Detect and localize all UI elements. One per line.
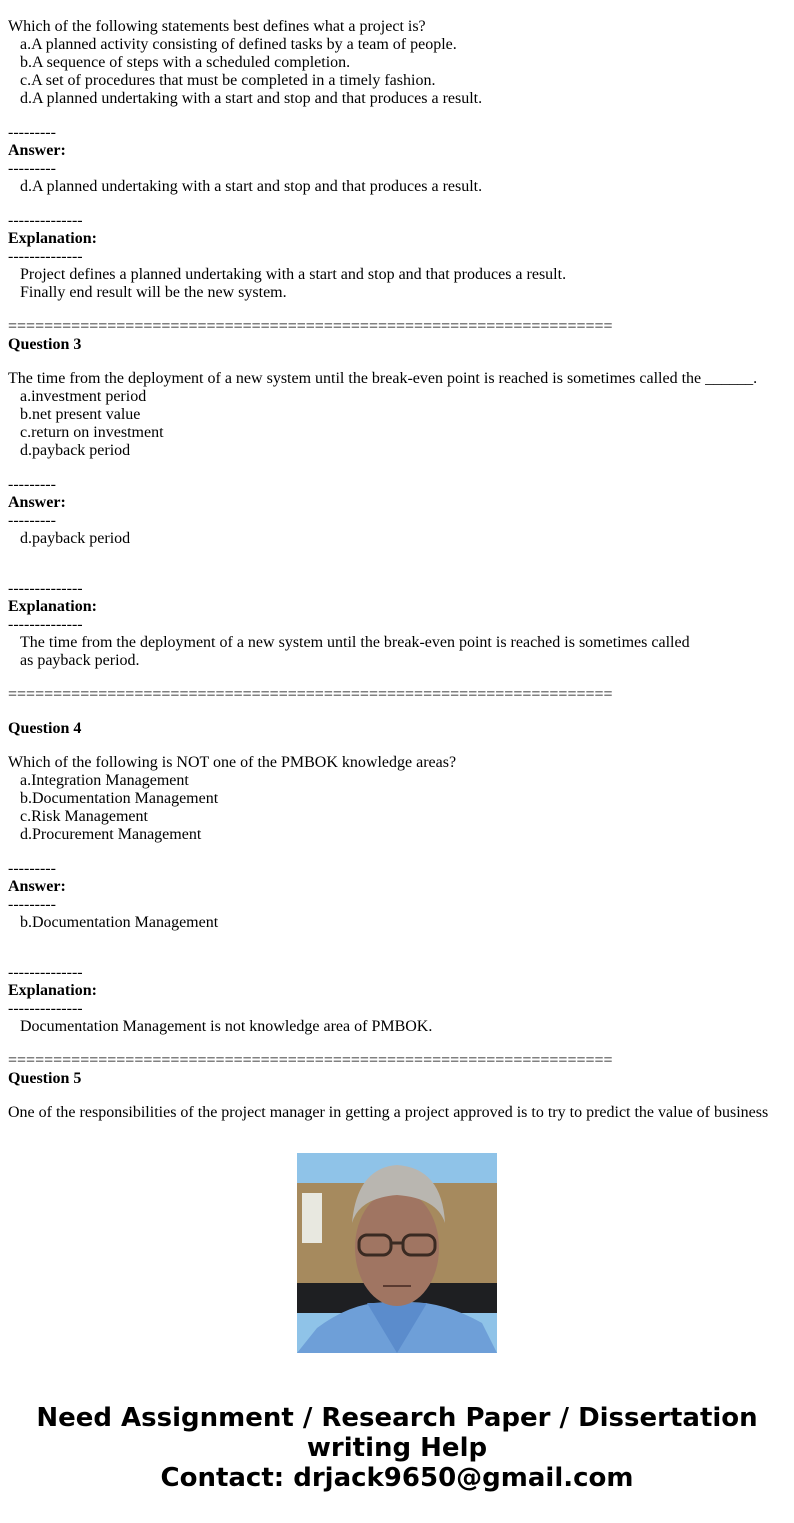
promo-line-1: Need Assignment / Research Paper / Dissertation [36, 1403, 758, 1433]
text-line: as payback period. [20, 652, 140, 669]
section-heading: Answer: [8, 878, 66, 895]
blank-line [8, 932, 768, 948]
blank-line [8, 704, 768, 720]
text-line: The time from the deployment of a new system until the break-even point is reached is sometimes called [20, 634, 690, 651]
text-line: d.Procurement Management [20, 826, 202, 843]
text-line: One of the responsibilities of the project manager in getting a project approved is to try to predict the value of business [8, 1104, 769, 1121]
text-line: =================================================================== [8, 318, 613, 335]
blank-line [8, 1088, 768, 1104]
text-line: a.Integration Management [20, 772, 189, 789]
section-heading: Question 4 [8, 720, 82, 737]
text-line: -------------- [8, 580, 83, 597]
text-line: d.A planned undertaking with a start and stop and that produces a result. [20, 90, 483, 107]
blank-line [8, 302, 768, 318]
blank-line [8, 738, 768, 754]
text-line: -------------- [8, 964, 83, 981]
blank-line [8, 1036, 768, 1052]
section-heading: Answer: [8, 142, 66, 159]
text-line: d.payback period [20, 530, 131, 547]
text-line: --------- [8, 896, 56, 913]
text-line: =================================================================== [8, 1052, 613, 1069]
text-line: a.A planned activity consisting of defined tasks by a team of people. [20, 36, 457, 53]
text-line: Finally end result will be the new system. [20, 284, 287, 301]
section-heading: Question 5 [8, 1070, 82, 1087]
text-line: Project defines a planned undertaking with a start and stop and that produces a result. [20, 266, 567, 283]
promo-contact: Contact: drjack9650@gmail.com [160, 1463, 634, 1493]
text-line: a.investment period [20, 388, 147, 405]
blank-line [8, 670, 768, 686]
section-heading: Explanation: [8, 230, 97, 247]
text-line: The time from the deployment of a new system until the break-even point is reached is sometimes called the ______. [8, 370, 758, 387]
text-line: --------- [8, 512, 56, 529]
text-line: c.return on investment [20, 424, 164, 441]
text-line: d.A planned undertaking with a start and stop and that produces a result. [20, 178, 483, 195]
blank-line [8, 460, 768, 476]
text-line: c.Risk Management [20, 808, 148, 825]
section-heading: Explanation: [8, 982, 97, 999]
text-line: d.payback period [20, 442, 131, 459]
section-heading: Answer: [8, 494, 66, 511]
text-line: b.Documentation Management [20, 790, 219, 807]
text-line: b.net present value [20, 406, 141, 423]
text-line: c.A set of procedures that must be completed in a timely fashion. [20, 72, 436, 89]
blank-line [8, 564, 768, 580]
blank-line [8, 108, 768, 124]
section-heading: Explanation: [8, 598, 97, 615]
section-heading: Question 3 [8, 336, 82, 353]
blank-line [8, 548, 768, 564]
text-line: --------- [8, 160, 56, 177]
text-line: -------------- [8, 212, 83, 229]
text-line: -------------- [8, 248, 83, 265]
text-line: b.A sequence of steps with a scheduled completion. [20, 54, 351, 71]
promo-banner [0, 1403, 794, 1493]
blank-line [8, 354, 768, 370]
blank-line [8, 844, 768, 860]
text-line: Which of the following statements best defines what a project is? [8, 18, 426, 35]
text-line: --------- [8, 476, 56, 493]
text-line: Which of the following is NOT one of the PMBOK knowledge areas? [8, 754, 457, 771]
text-line: --------- [8, 860, 56, 877]
blank-line [8, 196, 768, 212]
author-avatar [297, 1153, 497, 1353]
text-line: -------------- [8, 616, 83, 633]
text-line: b.Documentation Management [20, 914, 219, 931]
text-line: --------- [8, 124, 56, 141]
promo-line-2: writing Help [306, 1433, 488, 1463]
blank-line [8, 2, 768, 18]
text-line: =================================================================== [8, 686, 613, 703]
text-line: -------------- [8, 1000, 83, 1017]
blank-line [8, 948, 768, 964]
document-text [8, 0, 768, 1122]
text-line: Documentation Management is not knowledge area of PMBOK. [20, 1018, 433, 1035]
